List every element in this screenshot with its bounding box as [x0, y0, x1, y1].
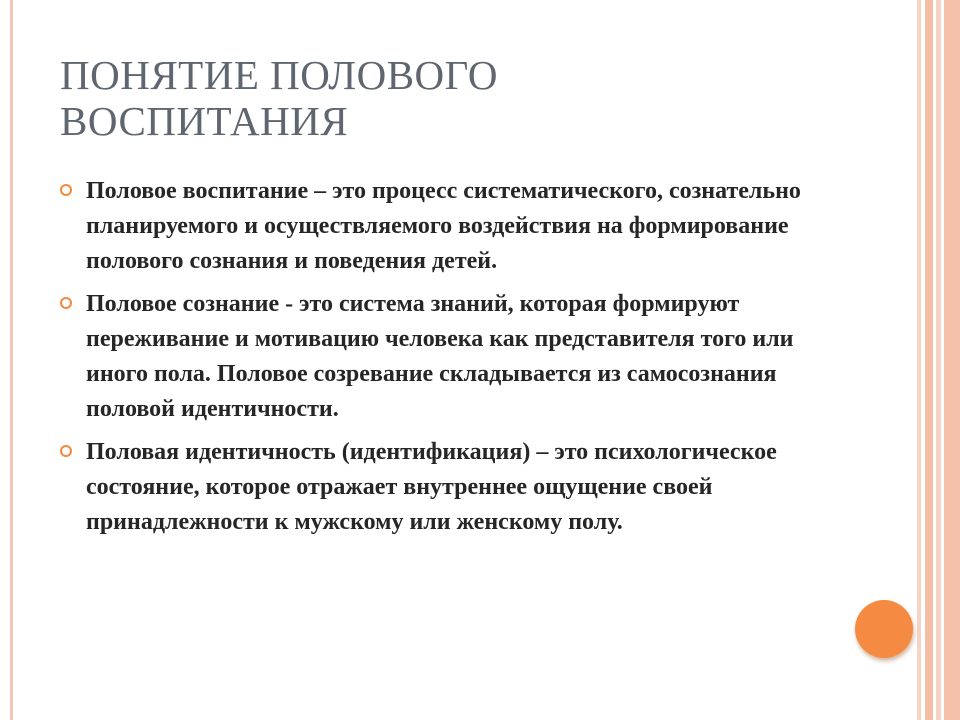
right-decor-stripe — [917, 0, 921, 720]
ring-bullet-icon — [60, 297, 72, 309]
ring-bullet-icon — [60, 445, 72, 457]
left-frame-line — [10, 0, 13, 720]
bullet-text: Половое сознание - это система знаний, которая формируют переживание и мотивацию человека как представителя того или иного пола. Половое созревание складывается из самосознания половой идентичности. — [86, 291, 794, 422]
bullet-item — [60, 287, 840, 427]
bullet-item — [60, 435, 840, 540]
bullet-list — [60, 174, 840, 548]
bullet-item — [60, 174, 840, 279]
right-decor-stripe — [925, 0, 933, 720]
slide-title: ПОНЯТИЕ ПОЛОВОГО ВОСПИТАНИЯ — [60, 52, 498, 144]
decorative-orange-circle — [855, 600, 913, 658]
bullet-text: Половая идентичность (идентификация) – это психологическое состояние, которое отражает внутреннее ощущение своей принадлежности к мужскому или женскому полу. — [86, 439, 777, 535]
right-decor-stripe — [944, 0, 960, 720]
right-decor-stripe — [936, 0, 941, 720]
bullet-text: Половое воспитание – это процесс систематического, сознательно планируемого и осуществляемого воздействия на формирование полового сознания и поведения детей. — [86, 178, 801, 274]
ring-bullet-icon — [60, 184, 72, 196]
